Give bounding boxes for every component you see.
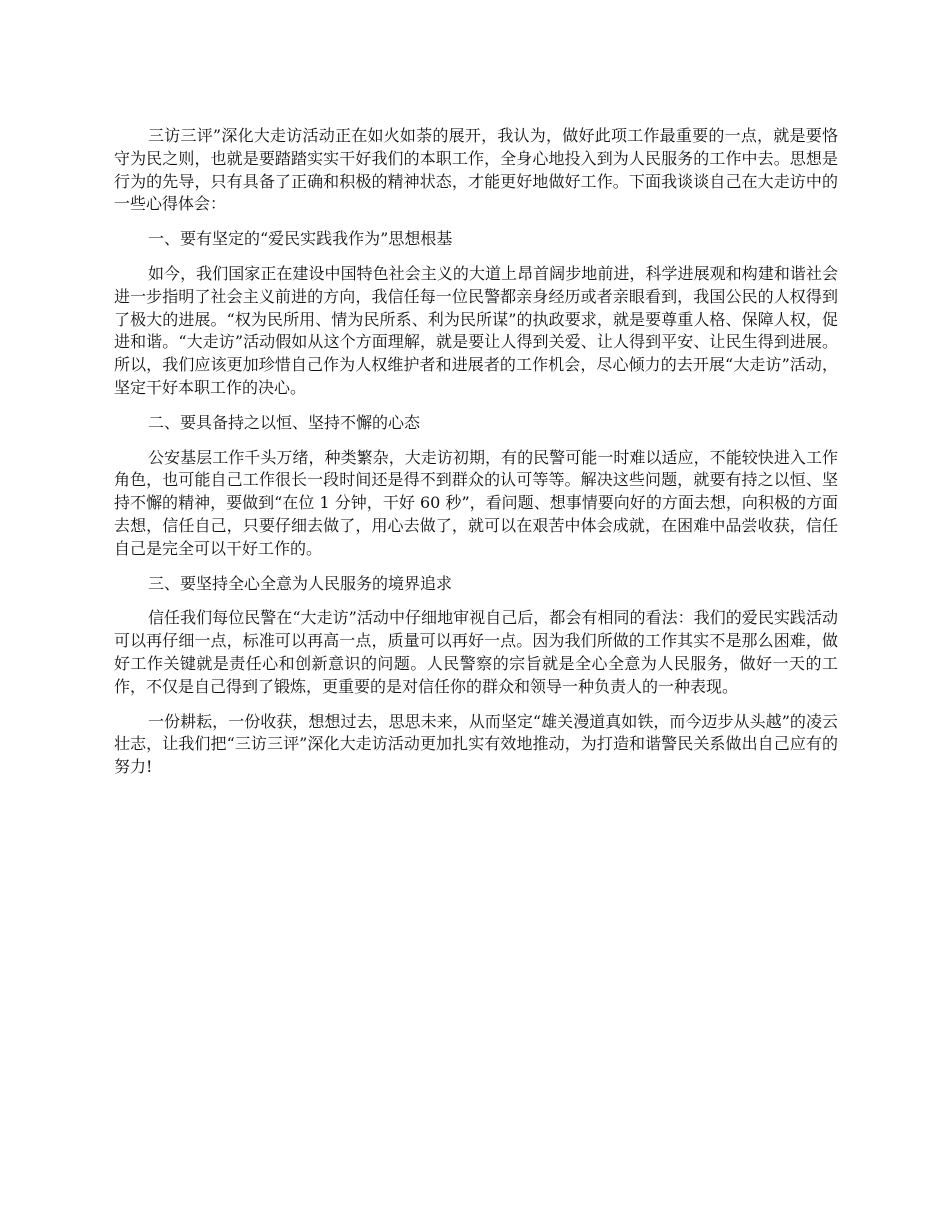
section-3-paragraph: 信任我们每位民警在“大走访”活动中仔细地审视自己后，都会有相同的看法：我们的爱民实践活动可以再仔细一点，标准可以再高一点，质量可以再好一点。因为我们所做的工作其实不是那么困难，做好工作关键就是责任心和创新意识的问题。人民警察的宗旨就是全心全意为人民服务，做好一天的工作，不仅是自己得到了锻炼，更重要的是对信任你的群众和领导一种负责人的一种表现。 <box>114 608 838 696</box>
intro-paragraph: 三访三评”深化大走访活动正在如火如荼的展开，我认为，做好此项工作最重要的一点，就是要恪守为民之则，也就是要踏踏实实干好我们的本职工作，全身心地投入到为人民服务的工作中去。思想是行为的先导，只有具备了正确和积极的精神状态，才能更好地做好工作。下面我谈谈自己在大走访中的一些心得体会： <box>114 126 838 214</box>
section-2-heading: 二、要具备持之以恒、坚持不懈的心态 <box>148 412 421 432</box>
conclusion-paragraph: 一份耕耘，一份收获，想想过去，思思未来，从而坚定“雄关漫道真如铁，而今迈步从头越”的凌云壮志，让我们把“三访三评”深化大走访活动更加扎实有效地推动，为打造和谐警民关系做出自己应有的努力! <box>114 711 838 777</box>
section-3-heading: 三、要坚持全心全意为人民服务的境界追求 <box>148 573 453 593</box>
section-1-heading: 一、要有坚定的“爱民实践我作为”思想根基 <box>148 229 453 249</box>
section-1-paragraph: 如今，我们国家正在建设中国特色社会主义的大道上昂首阔步地前进，科学进展观和构建和谐社会进一步指明了社会主义前进的方向，我信任每一位民警都亲身经历或者亲眼看到，我国公民的人权得到了极大的进展。“权为民所用、情为民所系、利为民所谋”的执政要求，就是要尊重人格、保障人权，促进和谐。“大走访”活动假如从这个方面理解，就是要让人得到关爱、让人得到平安、让民生得到进展。所以，我们应该更加珍惜自己作为人权维护者和进展者的工作机会，尽心倾力的去开展“大走访”活动，坚定干好本职工作的决心。 <box>114 263 838 397</box>
section-2-paragraph: 公安基层工作千头万绪，种类繁杂，大走访初期，有的民警可能一时难以适应，不能较快进入工作角色，也可能自己工作很长一段时间还是得不到群众的认可等等。解决这些问题，就要有持之以恒、坚持不懈的精神，要做到“在位 1 分钟，干好 60 秒”，看问题、想事情要向好的方面去想，向积极的方面去想，信任自己，只要仔细去做了，用心去做了，就可以在艰苦中体会成就，在困难中品尝收获，信任自己是完全可以干好工作的。 <box>114 447 838 558</box>
document-page <box>114 125 838 791</box>
